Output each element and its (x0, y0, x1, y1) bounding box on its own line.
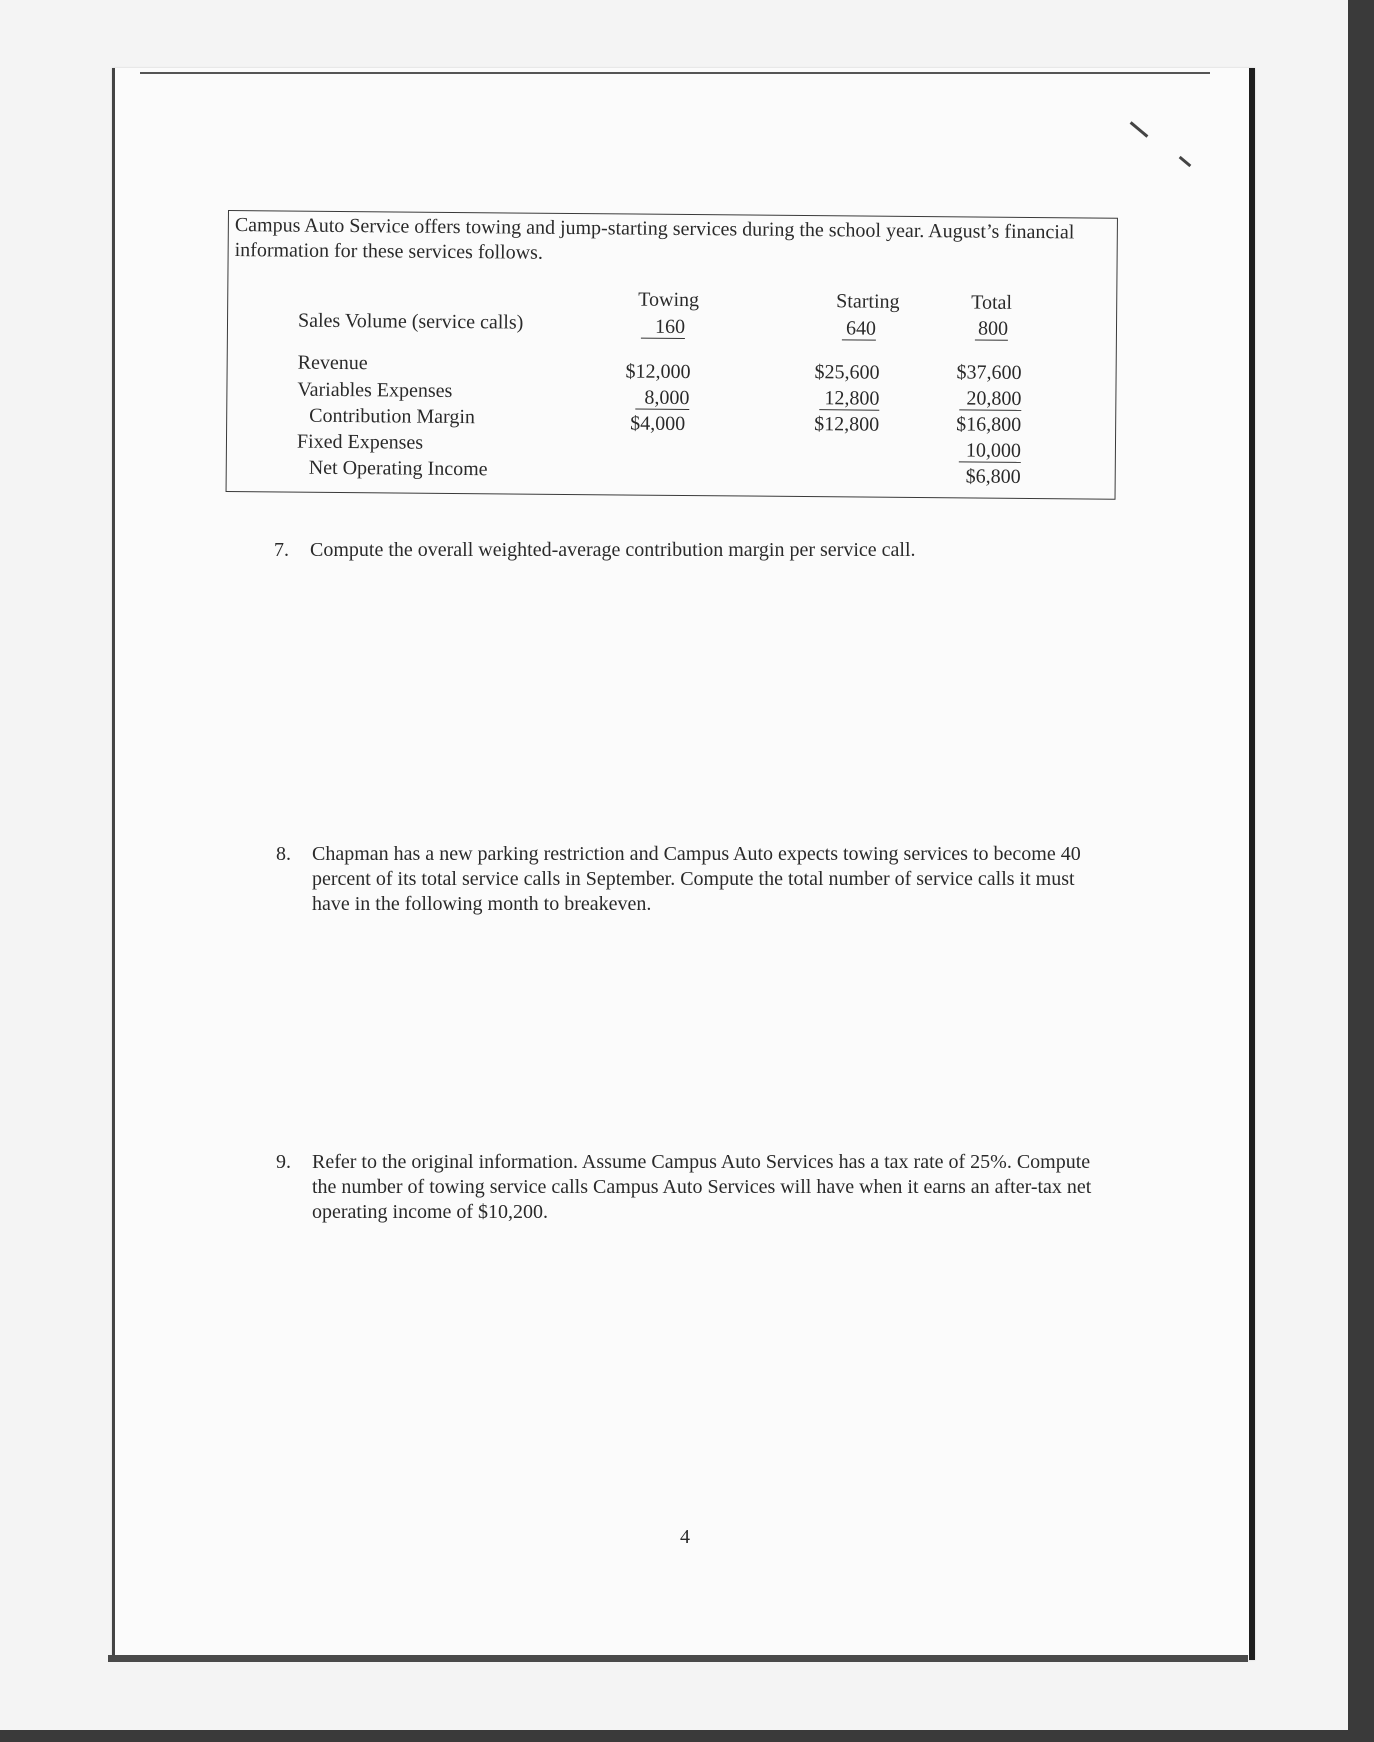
question-9-line-2: the number of towing service calls Campus Auto Services will have when it earns an after-tax net (312, 1176, 1092, 1198)
col-header-total: Total (971, 291, 1013, 314)
question-8-line-1: Chapman has a new parking restriction and Campus Auto expects towing services to become 40 (312, 843, 1081, 865)
row-label-contribution-margin: Contribution Margin (309, 404, 476, 429)
row-label-sales-volume: Sales Volume (service calls) (297, 309, 524, 334)
question-8-line-3: have in the following month to breakeven. (312, 893, 652, 915)
question-8-line-2: percent of its total service calls in September. Compute the total number of service calls it must (312, 868, 1075, 890)
question-7-line-1: Compute the overall weighted-average contribution margin per service call. (310, 539, 916, 561)
sheet-bottom-edge (108, 1655, 1248, 1662)
intro-text (235, 213, 1105, 271)
cell-sales-total: 800 (975, 318, 1008, 341)
cell-cm-towing: $4,000 (630, 412, 686, 435)
row-label-fixed-expenses: Fixed Expenses (296, 430, 424, 454)
row-label-net-operating-income: Net Operating Income (308, 456, 488, 481)
cell-cm-total: $16,800 (956, 413, 1022, 436)
question-8-number: 8. (276, 843, 291, 865)
col-header-starting: Starting (836, 290, 900, 313)
question-9-line-3: operating income of $10,200. (312, 1201, 549, 1223)
cell-varexp-towing: 8,000 (635, 387, 689, 410)
sheet-top-edge (140, 72, 1210, 74)
question-8-text (312, 842, 1081, 917)
cell-revenue-towing: $12,000 (625, 360, 691, 384)
question-9-text (312, 1150, 1091, 1225)
question-7-text (310, 538, 916, 563)
cell-noi-total: $6,800 (965, 465, 1021, 488)
cell-fixed-total: 10,000 (959, 439, 1021, 463)
financial-info-box (226, 210, 1118, 500)
question-9-number: 9. (276, 1151, 291, 1173)
cell-sales-starting: 640 (842, 317, 876, 340)
col-header-towing: Towing (638, 288, 700, 312)
cell-sales-towing: 160 (641, 316, 685, 339)
question-7-number: 7. (274, 539, 289, 561)
cell-revenue-total: $37,600 (956, 361, 1022, 384)
background-dark-band-bottom (0, 1730, 1374, 1742)
cell-revenue-starting: $25,600 (814, 361, 880, 384)
question-9-line-1: Refer to the original information. Assume Campus Auto Services has a tax rate of 25%. Compute (312, 1151, 1091, 1173)
intro-line-1: Campus Auto Service offers towing and jump-starting services during the school year. August’s financial (234, 214, 1075, 244)
cell-varexp-starting: 12,800 (819, 387, 879, 411)
background-dark-band-right (1348, 0, 1374, 1742)
cell-varexp-total: 20,800 (959, 387, 1021, 411)
intro-line-2: information for these services follows. (234, 239, 544, 264)
cell-cm-starting: $12,800 (814, 413, 880, 436)
row-label-revenue: Revenue (297, 351, 368, 375)
row-label-variable-expenses: Variables Expenses (297, 378, 453, 402)
page-number: 4 (680, 1526, 690, 1548)
